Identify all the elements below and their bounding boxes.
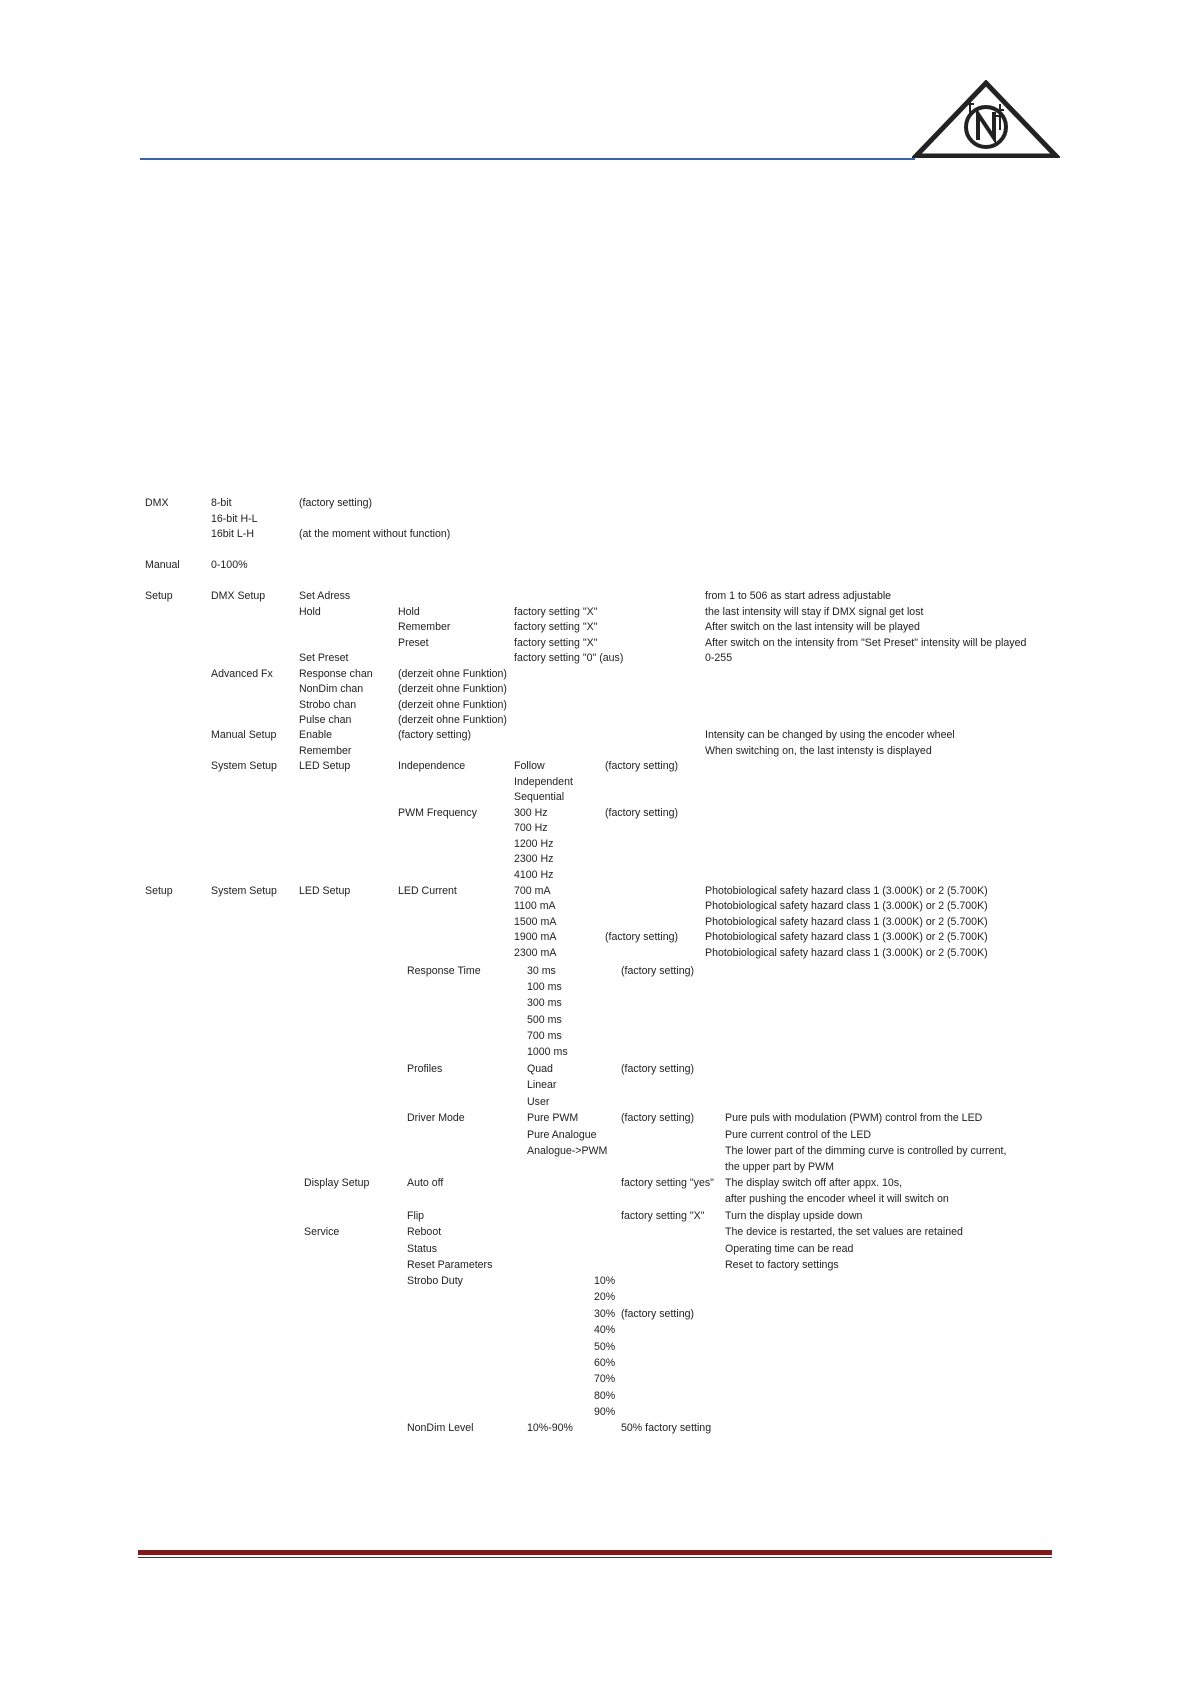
table-cell: Status <box>407 1243 438 1255</box>
table-cell: DMX Setup <box>211 590 266 602</box>
table-cell: the upper part by PWM <box>725 1161 834 1173</box>
table-cell: 500 ms <box>527 1014 562 1026</box>
table-cell: 90% <box>594 1406 616 1418</box>
table-cell: 16bit L-H <box>211 528 254 540</box>
table-cell: 700 mA <box>514 885 551 897</box>
table-cell: 30 ms <box>527 965 556 977</box>
table-cell: PWM Frequency <box>398 807 477 819</box>
table-cell: DMX <box>145 497 169 509</box>
table-cell: factory setting "yes" <box>621 1177 714 1189</box>
table-cell: Analogue->PWM <box>527 1145 608 1157</box>
table-cell: Setup <box>145 885 173 897</box>
table-cell: System Setup <box>211 760 277 772</box>
table-cell: factory setting "X" <box>621 1210 705 1222</box>
table-cell: Pure Analogue <box>527 1129 597 1141</box>
table-cell: 40% <box>594 1324 616 1336</box>
table-cell: Preset <box>398 637 429 649</box>
table-cell: NonDim chan <box>299 683 364 695</box>
table-cell: 300 ms <box>527 997 562 1009</box>
table-cell: 50% <box>594 1341 616 1353</box>
table-cell: Profiles <box>407 1063 443 1075</box>
table-cell: Advanced Fx <box>211 668 273 680</box>
table-cell: Remember <box>398 621 451 633</box>
table-cell: (derzeit ohne Funktion) <box>398 714 507 726</box>
table-cell: Enable <box>299 729 332 741</box>
table-cell: (factory setting) <box>621 965 695 977</box>
table-cell: 8-bit <box>211 497 232 509</box>
table-cell: Pure current control of the LED <box>725 1129 872 1141</box>
table-cell: Photobiological safety hazard class 1 (3.000K) or 2 (5.700K) <box>705 916 988 928</box>
company-logo-icon <box>912 80 1060 158</box>
table-cell: (factory setting) <box>621 1112 695 1124</box>
table-cell: Strobo Duty <box>407 1275 463 1287</box>
table-cell: Set Preset <box>299 652 349 664</box>
table-cell: System Setup <box>211 885 277 897</box>
table-cell: 16-bit H-L <box>211 513 258 525</box>
table-cell: after pushing the encoder wheel it will switch on <box>725 1193 949 1205</box>
table-cell: Independence <box>398 760 466 772</box>
table-cell: 1900 mA <box>514 931 557 943</box>
table-cell: The device is restarted, the set values are retained <box>725 1226 963 1238</box>
table-cell: factory setting "X" <box>514 621 598 633</box>
table-cell: Manual Setup <box>211 729 277 741</box>
table-cell: Auto off <box>407 1177 444 1189</box>
table-cell: Sequential <box>514 791 565 803</box>
table-cell: (derzeit ohne Funktion) <box>398 668 507 680</box>
table-cell: Pure puls with modulation (PWM) control from the LED <box>725 1112 983 1124</box>
table-cell: 0-255 <box>705 652 733 664</box>
table-cell: 100 ms <box>527 981 562 993</box>
table-cell: 700 ms <box>527 1030 562 1042</box>
table-cell: 10% <box>594 1275 616 1287</box>
table-cell: Driver Mode <box>407 1112 465 1124</box>
table-cell: 4100 Hz <box>514 869 554 881</box>
table-cell: LED Setup <box>299 885 351 897</box>
footer-rule <box>138 1550 1052 1555</box>
table-cell: (factory setting) <box>621 1063 695 1075</box>
table-cell: factory setting "X" <box>514 606 598 618</box>
table-cell: Intensity can be changed by using the encoder wheel <box>705 729 955 741</box>
footer-rule-thin <box>138 1557 1052 1558</box>
table-cell: (derzeit ohne Funktion) <box>398 683 507 695</box>
table-cell: Remember <box>299 745 352 757</box>
table-cell: (factory setting) <box>605 931 679 943</box>
table-cell: User <box>527 1096 550 1108</box>
table-cell: Response Time <box>407 965 481 977</box>
table-cell: After switch on the last intensity will be played <box>705 621 920 633</box>
table-cell: Hold <box>398 606 420 618</box>
table-cell: Manual <box>145 559 180 571</box>
table-cell: 1000 ms <box>527 1046 568 1058</box>
table-cell: Reset Parameters <box>407 1259 493 1271</box>
table-cell: 1100 mA <box>514 900 556 912</box>
header-rule <box>140 158 915 160</box>
table-cell: 700 Hz <box>514 822 548 834</box>
table-cell: (factory setting) <box>605 760 679 772</box>
table-cell: (factory setting) <box>398 729 472 741</box>
table-cell: (factory setting) <box>299 497 373 509</box>
table-cell: Display Setup <box>304 1177 370 1189</box>
table-cell: Turn the display upside down <box>725 1210 863 1222</box>
table-cell: Pure PWM <box>527 1112 579 1124</box>
table-cell: the last intensity will stay if DMX signal get lost <box>705 606 924 618</box>
table-cell: Setup <box>145 590 173 602</box>
table-cell: from 1 to 506 as start adress adjustable <box>705 590 892 602</box>
table-cell: factory setting "X" <box>514 637 598 649</box>
table-cell: The display switch off after appx. 10s, <box>725 1177 903 1189</box>
table-cell: Photobiological safety hazard class 1 (3.000K) or 2 (5.700K) <box>705 931 988 943</box>
table-cell: (factory setting) <box>605 807 679 819</box>
table-cell: 80% <box>594 1390 616 1402</box>
table-cell: 70% <box>594 1373 616 1385</box>
table-cell: 60% <box>594 1357 616 1369</box>
table-cell: (derzeit ohne Funktion) <box>398 699 507 711</box>
table-cell: Photobiological safety hazard class 1 (3.000K) or 2 (5.700K) <box>705 885 988 897</box>
table-cell: 10%-90% <box>527 1422 573 1434</box>
table-cell: Hold <box>299 606 321 618</box>
table-cell: 2300 mA <box>514 947 557 959</box>
table-cell: factory setting "0" (aus) <box>514 652 624 664</box>
table-cell: Independent <box>514 776 573 788</box>
table-cell: LED Current <box>398 885 457 897</box>
table-cell: Set Adress <box>299 590 351 602</box>
table-cell: 2300 Hz <box>514 853 554 865</box>
table-cell: The lower part of the dimming curve is controlled by current, <box>725 1145 1007 1157</box>
table-cell: Reboot <box>407 1226 442 1238</box>
table-cell: 1500 mA <box>514 916 557 928</box>
table-cell: After switch on the intensity from "Set Preset" intensity will be played <box>705 637 1027 649</box>
table-cell: 50% factory setting <box>621 1422 712 1434</box>
table-cell: Flip <box>407 1210 425 1222</box>
table-cell: 20% <box>594 1291 616 1303</box>
table-cell: Operating time can be read <box>725 1243 854 1255</box>
table-cell: 1200 Hz <box>514 838 554 850</box>
table-cell: Quad <box>527 1063 553 1075</box>
table-cell: Pulse chan <box>299 714 352 726</box>
table-cell: When switching on, the last intensty is displayed <box>705 745 932 757</box>
table-cell: 30% <box>594 1308 616 1320</box>
table-cell: LED Setup <box>299 760 351 772</box>
table-cell: Response chan <box>299 668 373 680</box>
table-cell: Photobiological safety hazard class 1 (3.000K) or 2 (5.700K) <box>705 900 988 912</box>
table-cell: Follow <box>514 760 545 772</box>
table-cell: (at the moment without function) <box>299 528 451 540</box>
table-cell: Service <box>304 1226 340 1238</box>
table-cell: Linear <box>527 1079 557 1091</box>
table-cell: Photobiological safety hazard class 1 (3.000K) or 2 (5.700K) <box>705 947 988 959</box>
table-cell: (factory setting) <box>621 1308 695 1320</box>
table-cell: 0-100% <box>211 559 248 571</box>
table-cell: Strobo chan <box>299 699 357 711</box>
table-cell: Reset to factory settings <box>725 1259 839 1271</box>
table-cell: NonDim Level <box>407 1422 474 1434</box>
table-cell: 300 Hz <box>514 807 548 819</box>
